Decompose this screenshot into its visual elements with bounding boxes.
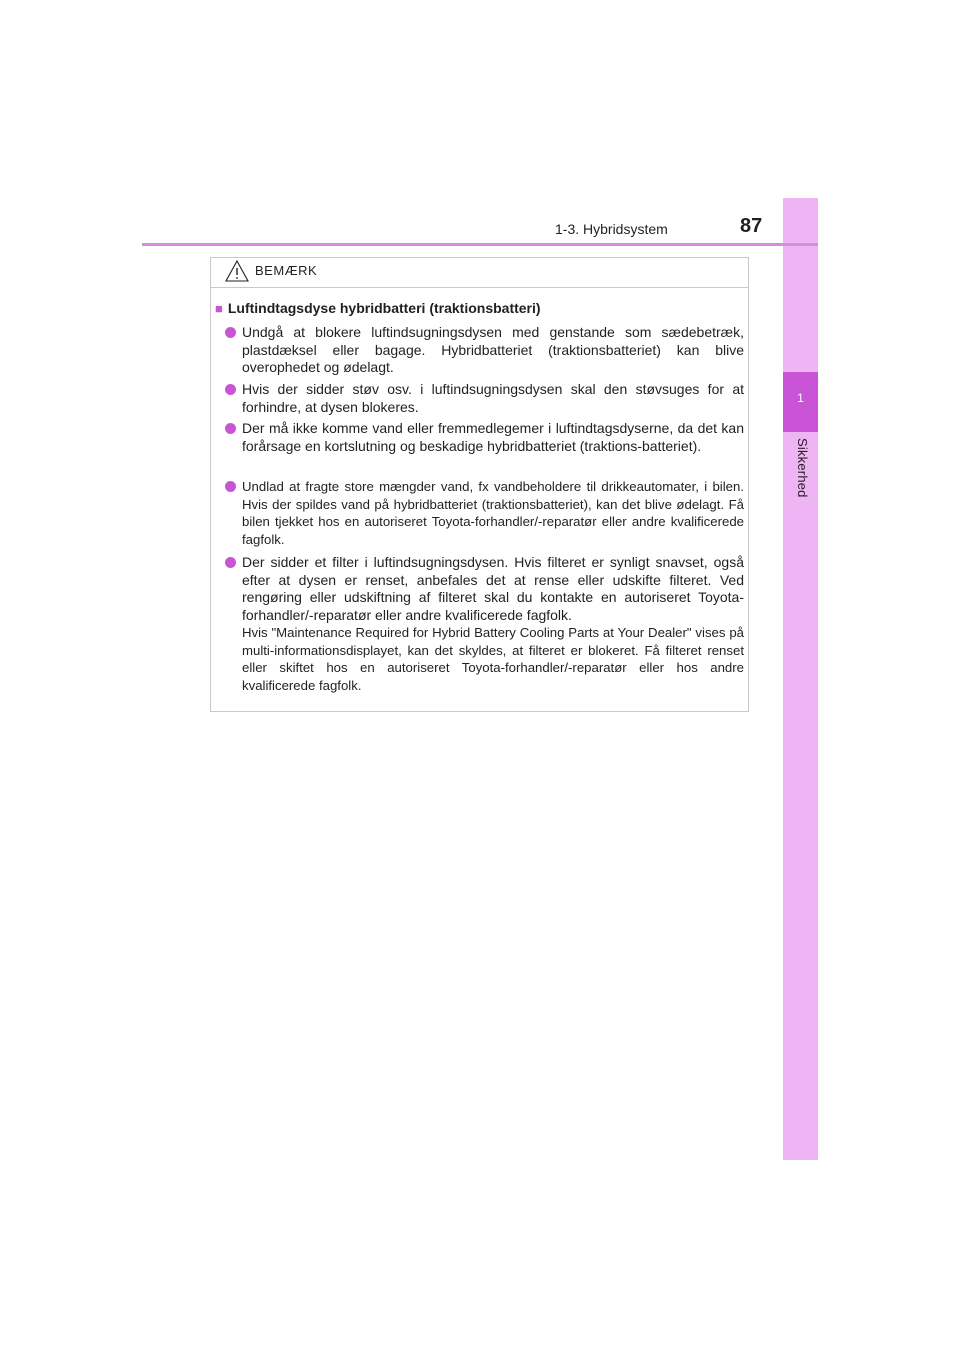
- list-item: [225, 381, 744, 416]
- notice-subheading: [215, 300, 541, 316]
- header-rule: [142, 243, 818, 246]
- list-item-text: Der må ikke komme vand eller fremmedlegemer i luftindtagsdyserne, da det kan forårsage en kortslutning og beskadige hybridbatteriet (traktions-batteriet).: [242, 420, 744, 454]
- list-item-text: Hvis der sidder støv osv. i luftindsugningsdysen skal den støvsuges for at forhindre, at dysen blokeres.: [242, 381, 744, 415]
- list-item: [225, 324, 744, 377]
- bullet-icon: [225, 557, 236, 568]
- bullet-icon: [225, 327, 236, 338]
- square-bullet-icon: ■: [215, 301, 223, 316]
- bullet-icon: [225, 384, 236, 395]
- bullet-icon: [225, 481, 236, 492]
- chapter-number: 1: [797, 391, 804, 405]
- section-title: 1-3. Hybridsystem: [555, 221, 668, 237]
- list-item-note: Hvis "Maintenance Required for Hybrid Battery Cooling Parts at Your Dealer" vises på multi-informationsdisplayet, kan det skyldes, at filteret er blokeret. Få filteret renset eller skiftet hos en autoriseret Toyota-forhandler/-reparatør eller hos andre kvalificerede fagfolk.: [242, 625, 744, 693]
- warning-triangle-icon: [225, 260, 249, 282]
- list-item: [225, 554, 744, 694]
- notice-box: [210, 257, 749, 712]
- chapter-side-tab: [783, 198, 818, 1160]
- notice-label: BEMÆRK: [255, 263, 318, 278]
- list-item-text: Der sidder et filter i luftindsugningsdysen. Hvis filteret er synligt snavset, også efter at dysen er renset, anbefales det at rense eller udskifte filteret. Ved rengøring eller udskiftning af filteret skal du kontakte en autoriseret Toyota-forhandler/-reparatør eller andre kvalificerede fagfolk.: [242, 554, 744, 623]
- subheading-text: Luftindtagsdyse hybridbatteri (traktionsbatteri): [227, 300, 541, 316]
- bullet-icon: [225, 423, 236, 434]
- list-item: [225, 478, 744, 548]
- list-item-text: Undgå at blokere luftindsugningsdysen med genstande som sædebetræk, plastdæksel eller bagage. Hybridbatteriet (traktionsbatteriet) kan blive overophedet og ødelagt.: [242, 324, 744, 375]
- notice-header: [211, 258, 748, 288]
- list-item-text: Undlad at fragte store mængder vand, fx vandbeholdere til drikkeautomater, i bilen. Hvis der spildes vand på hybridbatteriet (traktionsbatteriet), kan det blive ødelagt. Få bilen tjekket hos en autoriseret Toyota-forhandler/-reparatør eller andre kvalificerede fagfolk.: [242, 479, 744, 547]
- chapter-label: Sikkerhed: [795, 438, 810, 498]
- page-number: 87: [740, 215, 763, 237]
- list-item: [225, 420, 744, 455]
